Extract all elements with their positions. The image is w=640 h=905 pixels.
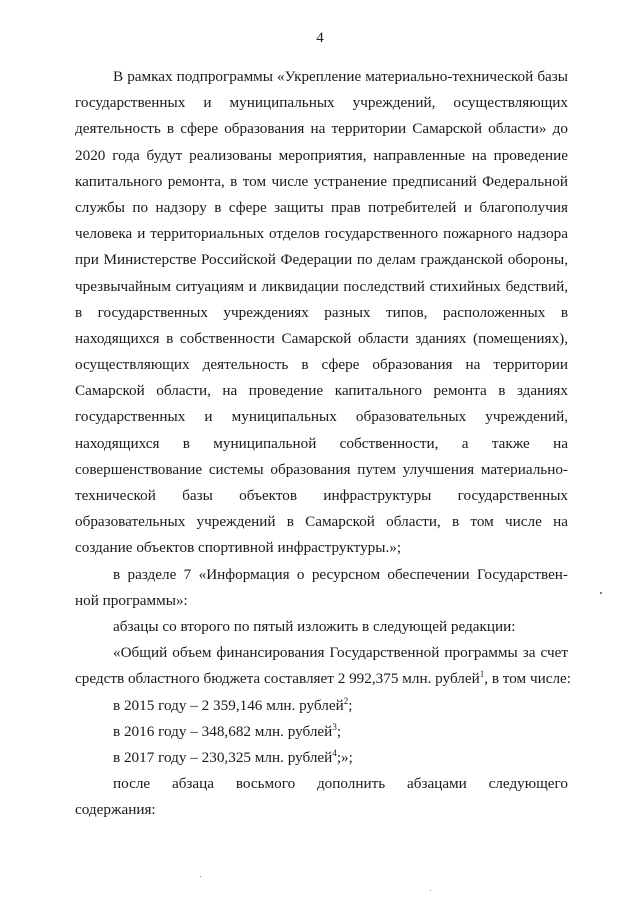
text-line [75, 666, 572, 692]
text-line: осуществляющих деятельность в сфере образования на территории [75, 356, 568, 374]
year-amount-tail: ; [336, 722, 342, 740]
scan-speck [200, 876, 201, 877]
text-line: 2020 года будут реализованы мероприятия, направленные на проведение [75, 146, 568, 164]
text-line: образовательных учреждений в Самарской области, в том числе на [75, 513, 568, 531]
text-line: находящихся в муниципальной собственности, а также на [75, 434, 568, 452]
text-line: при Министерстве Российской Федерации по делам гражданской обороны, [75, 251, 568, 269]
paragraph-after-eighth [75, 771, 568, 823]
year-line-2016 [75, 719, 568, 745]
text-line: государственных и муниципальных образовательных учреждений, [75, 408, 568, 426]
footnote-marker: 2 [343, 695, 349, 706]
text-line: чрезвычайным ситуациям и ликвидации последствий стихийных бедствий, [75, 277, 568, 295]
text-line: технической базы объектов инфраструктуры государственных [75, 487, 568, 504]
text-line: Самарской области, на проведение капитального ремонта в зданиях [75, 382, 568, 400]
year-amount-tail: ;»; [336, 748, 353, 766]
text-line: государственных и муниципальных учреждений, осуществляющих [75, 94, 568, 112]
year-amount-text: в 2015 году – 2 359,146 млн. рублей [113, 696, 344, 714]
text-line: после абзаца восьмого дополнить абзацами следующего [113, 775, 568, 793]
text-line: человека и территориальных отделов государственного пожарного надзора [75, 225, 568, 243]
text-line: содержания: [75, 801, 156, 819]
text-line: «Общий объем финансирования Государственной программы за счет [113, 644, 568, 662]
financing-total-tail: , в том числе: [484, 670, 572, 688]
text-line: в государственных учреждениях разных типов, расположенных в [75, 303, 568, 321]
text-line: ной программы»: [75, 591, 188, 609]
text-line: капитального ремонта, в том числе устранение предписаний Федеральной [75, 172, 568, 190]
footnote-marker: 4 [332, 747, 337, 758]
year-amount-text: в 2017 году – 230,325 млн. рублей [113, 748, 333, 766]
paragraph-amendment [75, 614, 568, 640]
text-line: абзацы со второго по пятый изложить в следующей редакции: [113, 617, 516, 635]
text-line: находящихся в собственности Самарской области зданиях (помещениях), [75, 329, 568, 347]
page-number: 4 [316, 30, 324, 46]
scan-speck [430, 890, 431, 891]
year-line-2017 [75, 745, 568, 771]
paragraph-subprogram [75, 64, 568, 562]
paragraph-section-7 [75, 562, 568, 614]
footnote-marker: 3 [332, 721, 337, 732]
document-body [75, 64, 572, 823]
year-amount-tail: ; [348, 696, 353, 714]
text-line: в разделе 7 «Информация о ресурсном обеспечении Государствен- [113, 565, 568, 583]
text-line: службы по надзору в сфере защиты прав потребителей и благополучия [75, 198, 568, 216]
year-line-2015 [75, 693, 568, 719]
paragraph-financing [75, 640, 572, 692]
text-line: создание объектов спортивной инфраструктуры.»; [75, 539, 402, 557]
text-line: В рамках подпрограммы «Укрепление материально-технической базы [113, 68, 568, 85]
year-amount-text: в 2016 году – 348,682 млн. рублей [113, 722, 333, 740]
year-breakdown [75, 693, 568, 772]
financing-total-text: средств областного бюджета составляет 2 992,375 млн. рублей [75, 670, 480, 688]
scan-speck [600, 592, 602, 594]
text-line: деятельность в сфере образования на территории Самарской области» до [75, 120, 568, 138]
footnote-marker: 1 [479, 669, 485, 680]
text-line: совершенствование системы образования путем улучшения материально- [75, 460, 568, 478]
